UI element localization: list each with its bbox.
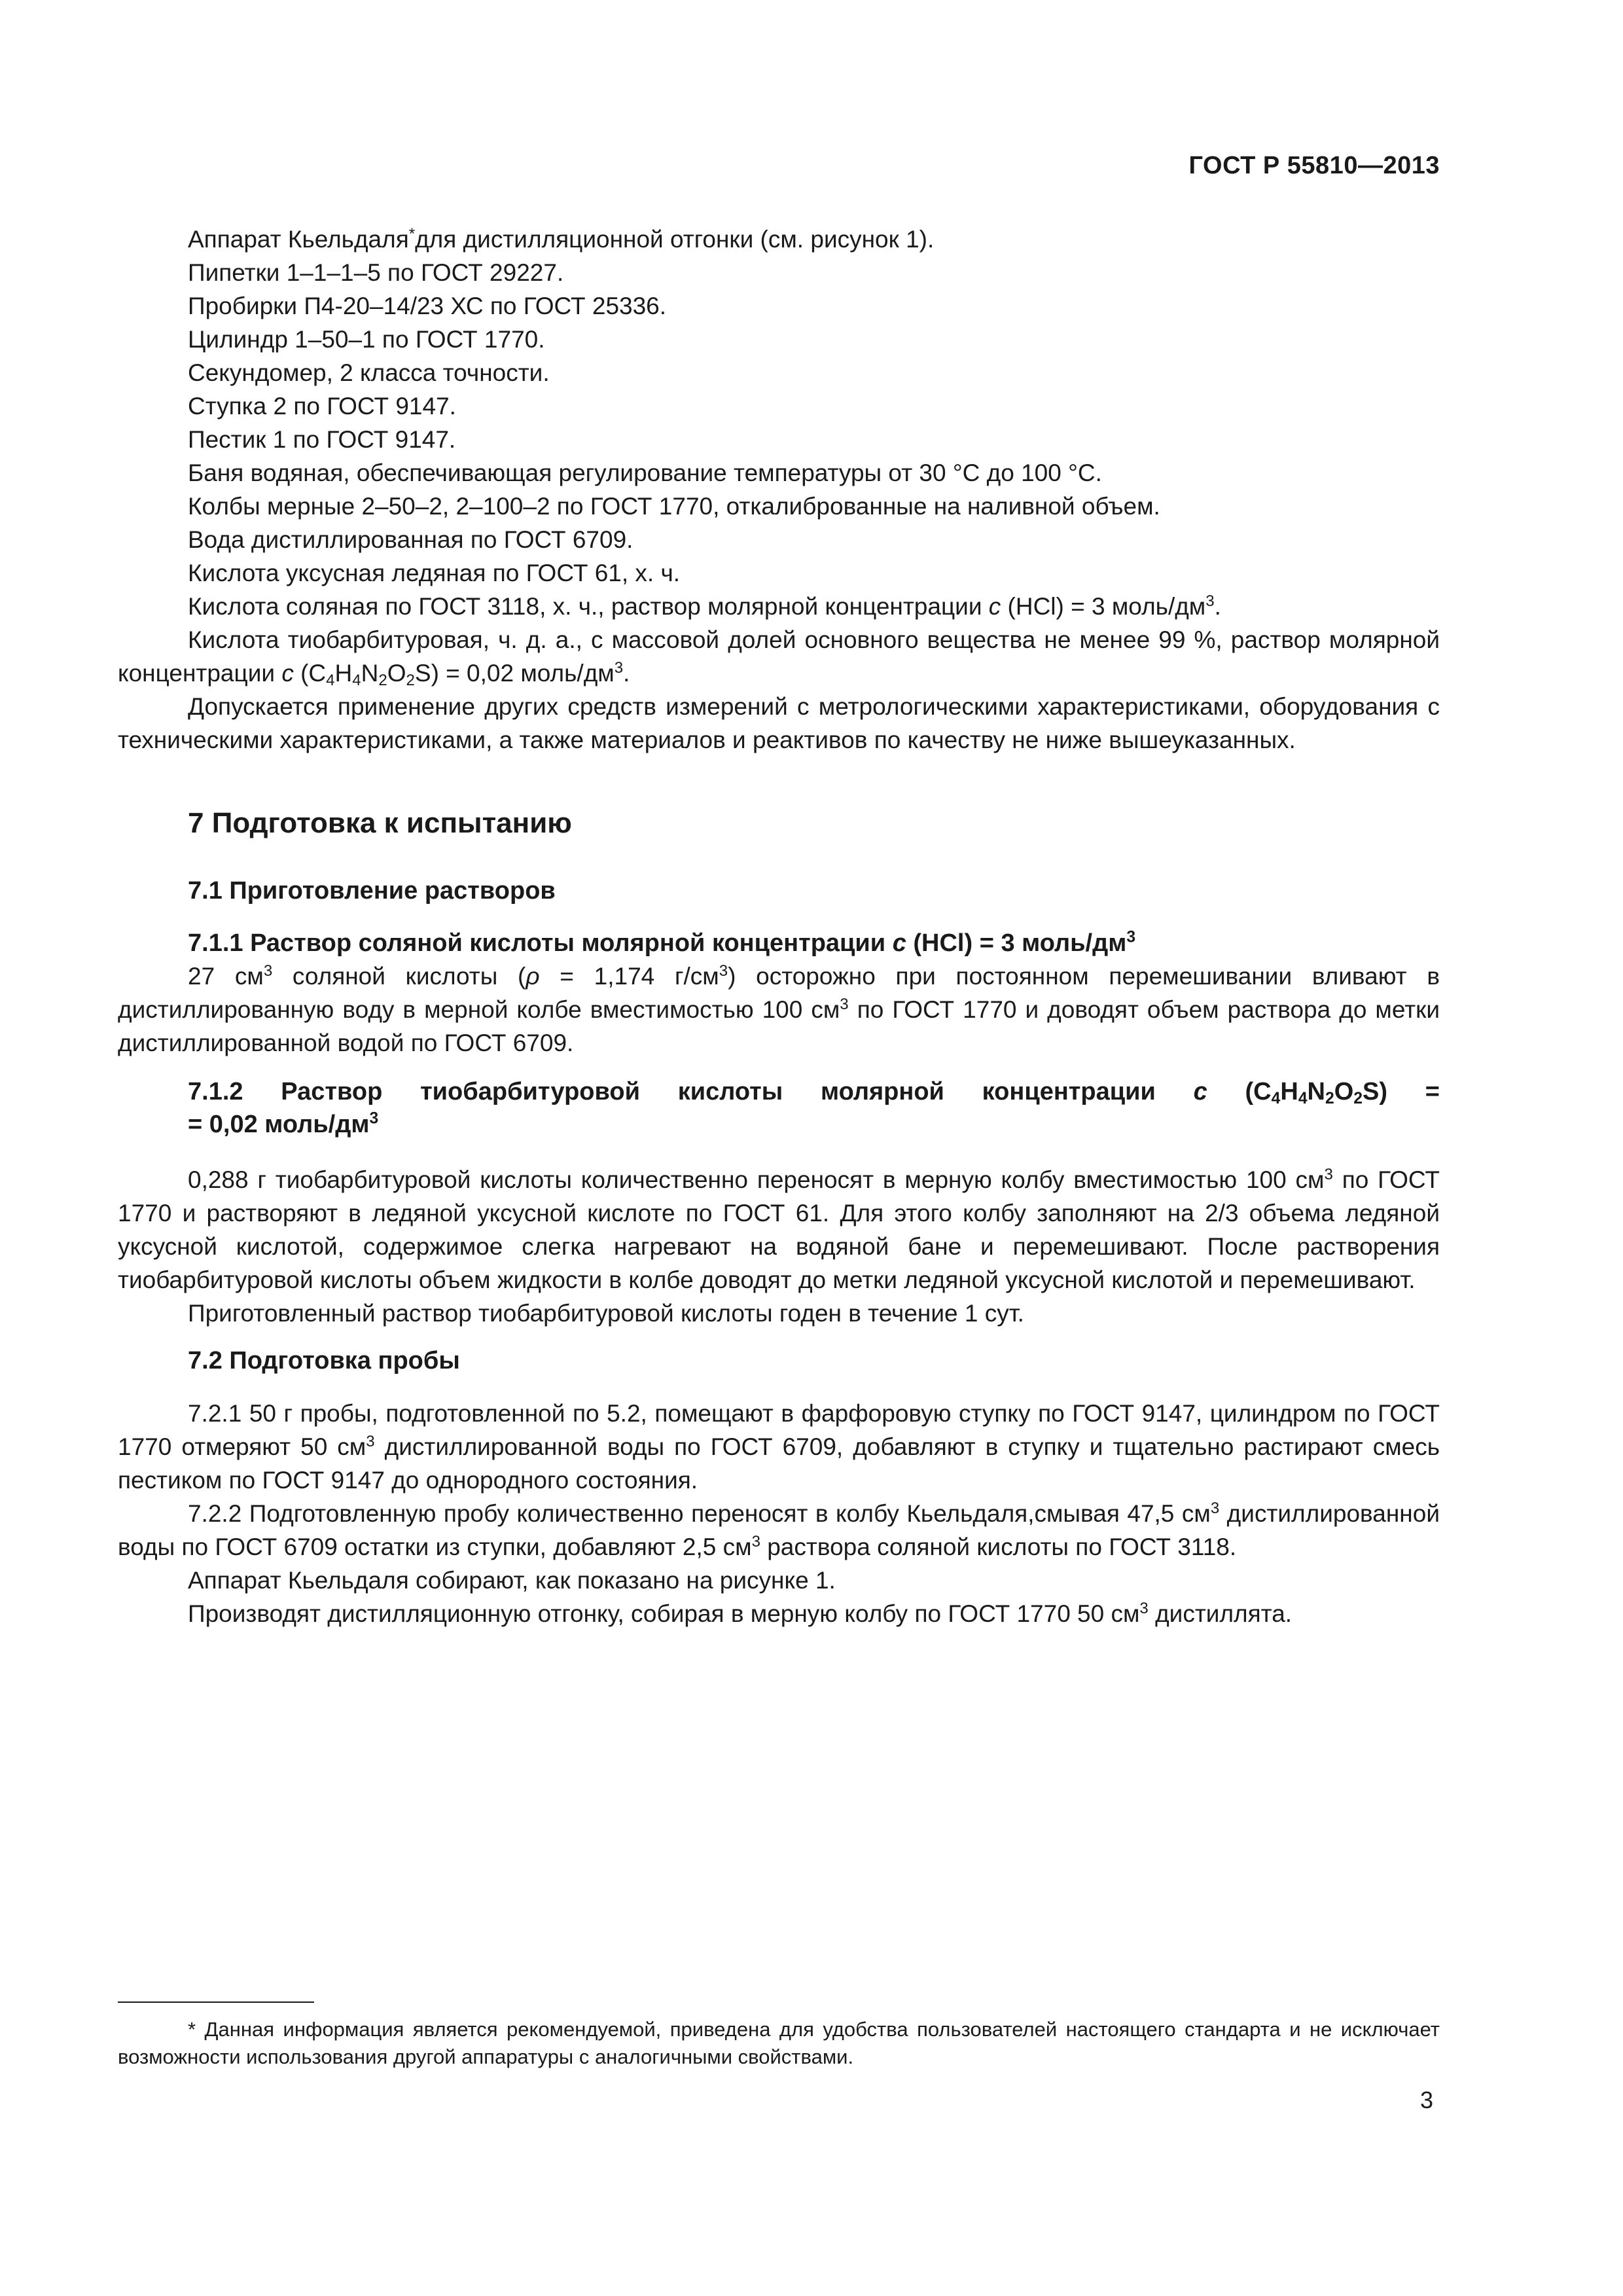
equipment-item: Цилиндр 1–50–1 по ГОСТ 1770. — [188, 326, 545, 353]
equipment-item: Секундомер, 2 класса точности. — [188, 359, 550, 386]
equipment-item — [118, 223, 1440, 256]
text-run: с — [281, 660, 294, 687]
equipment-item: Кислота уксусная ледяная по ГОСТ 61, х. ч. — [188, 560, 681, 586]
text-run: дистиллированной воды по ГОСТ 6709, добавляют в ступку и тщательно растирают смесь пестиком по ГОСТ 9147 до однородного состояния. — [118, 1433, 1440, 1494]
text-run: (C — [293, 660, 327, 687]
page-number: 3 — [1419, 2087, 1433, 2113]
text-run: с — [892, 929, 906, 957]
section-7-1-heading: 7.1 Приготовление растворов — [188, 877, 556, 905]
text-run: ρ — [526, 963, 540, 990]
superscript: 3 — [366, 1432, 375, 1450]
footnote-text: Данная информация является рекомендуемой, приведена для удобства пользователей настоящего стандарта и не исключает возможности использования другой аппаратуры с аналогичными свойствами. — [118, 2018, 1440, 2068]
text-run: (C — [1207, 1078, 1272, 1105]
section-7-1-2-heading-line2 — [188, 1108, 1440, 1141]
superscript: 3 — [263, 961, 273, 980]
subscript: 2 — [1325, 1090, 1334, 1108]
document-body — [118, 223, 1440, 1630]
subscript: 4 — [326, 672, 335, 689]
text-run: N — [1307, 1078, 1325, 1105]
text-run: = 0,02 моль/дм — [188, 1111, 370, 1138]
text-run: по ГОСТ 1770 и растворяют в ледяной уксусной кислоте по ГОСТ 61. Для этого колбу заполняют на 2/3 объема ледяной уксусной кислотой, содержимое слегка нагревают на водяной бане и перемешивают. После растворения тиобарбитуровой кислоты объем жидкости в колбе доводят до метки ледяной уксусной кислотой и перемешивают. — [118, 1166, 1440, 1293]
text-run: с — [1193, 1078, 1207, 1105]
text-run: . — [1214, 593, 1221, 620]
section-7-2-assembly: Аппарат Кьельдаля собирают, как показано на рисунке 1. — [188, 1567, 836, 1594]
section-7-1-2-shelf-life: Приготовленный раствор тиобарбитуровой кислоты годен в течение 1 сут. — [188, 1300, 1024, 1327]
superscript: 3 — [369, 1109, 379, 1128]
text-run: 7.1.1 Раствор соляной кислоты молярной концентрации — [188, 929, 893, 957]
section-7-heading: 7 Подготовка к испытанию — [188, 807, 572, 839]
text-run: (HCl) = 3 моль/дм — [1001, 593, 1206, 620]
subscript: 4 — [352, 672, 361, 689]
section-7-1-2-text — [118, 1163, 1440, 1297]
footnote — [118, 2016, 1440, 2071]
subscript: 2 — [378, 672, 387, 689]
section-7-1-1-text — [118, 960, 1440, 1060]
equipment-item: Баня водяная, обеспечивающая регулирование температуры от 30 °С до 100 °С. — [188, 459, 1102, 486]
section-7-1-1-heading — [188, 927, 1440, 960]
text-run: 0,288 г тиобарбитуровой кислоты количественно переносят в мерную колбу вместимостью 100 см — [188, 1166, 1325, 1193]
text-run: Производят дистилляционную отгонку, собирая в мерную колбу по ГОСТ 1770 50 см — [188, 1600, 1140, 1627]
text-run: = 1,174 г/см — [539, 963, 719, 990]
section-7-2-distillation — [118, 1597, 1440, 1630]
text-run: 7.1.2 Раствор тиобарбитуровой кислоты молярной концентрации — [188, 1078, 1194, 1105]
equipment-item-hcl — [118, 590, 1440, 623]
text-run: для дистилляционной отгонки (см. рисунок 1). — [415, 226, 935, 253]
equipment-item: Ступка 2 по ГОСТ 9147. — [188, 393, 456, 420]
section-7-2-1-text — [118, 1397, 1440, 1497]
text-run: дистиллята. — [1148, 1600, 1293, 1627]
footnote-ref: * — [408, 224, 416, 243]
subscript: 4 — [1298, 1090, 1308, 1108]
text-run: Кислота соляная по ГОСТ 3118, х. ч., раствор молярной концентрации — [188, 593, 989, 620]
text-run: . — [623, 660, 630, 687]
superscript: 3 — [719, 961, 728, 980]
section-7-1-2-heading — [118, 1075, 1440, 1108]
section-7-2-heading: 7.2 Подготовка пробы — [188, 1347, 460, 1374]
equipment-item: Колбы мерные 2–50–2, 2–100–2 по ГОСТ 1770, откалиброванные на наливной объем. — [188, 493, 1160, 520]
superscript: 3 — [614, 658, 624, 677]
text-run: (HCl) = 3 моль/дм — [906, 929, 1127, 957]
text-run: H — [1280, 1078, 1298, 1105]
text-run: соляной кислоты ( — [272, 963, 526, 990]
allowance-paragraph: Допускается применение других средств измерений с метрологическими характеристиками, оборудования с техническими характеристиками, а также материалов и реактивов по качеству не ниже вышеуказанных. — [118, 693, 1440, 753]
subscript: 2 — [1353, 1090, 1363, 1108]
text-run: O — [1334, 1078, 1354, 1105]
superscript: 3 — [1324, 1165, 1333, 1183]
text-run: S) = 0,02 моль/дм — [414, 660, 615, 687]
text-run: с — [988, 593, 1001, 620]
text-run: O — [387, 660, 406, 687]
text-run: H — [334, 660, 353, 687]
subscript: 4 — [1271, 1090, 1281, 1108]
equipment-item: Вода дистиллированная по ГОСТ 6709. — [188, 526, 633, 553]
footnote-divider — [118, 2001, 314, 2003]
superscript: 3 — [840, 995, 849, 1013]
text-run: по ГОСТ 1770 и доводят объем раствора до метки дистиллированной водой по ГОСТ 6709. — [118, 996, 1440, 1056]
text-run: 7.2.1 50 г пробы, подготовленной по 5.2, помещают в фарфоровую ступку по ГОСТ 9147, цилиндром по ГОСТ 1770 отмеряют 50 см — [118, 1400, 1440, 1460]
subscript: 2 — [406, 672, 415, 689]
document-id-header: ГОСТ Р 55810—2013 — [1188, 152, 1440, 179]
equipment-item-tba — [118, 623, 1440, 690]
equipment-item: Пестик 1 по ГОСТ 9147. — [188, 426, 456, 453]
text-run: дистиллированной воды по ГОСТ 6709 остатки из ступки, добавляют 2,5 см — [118, 1500, 1440, 1560]
footnote-mark: * — [188, 2018, 196, 2041]
text-run: Кислота тиобарбитуровая, ч. д. а., с массовой долей основного вещества не менее 99 %, раствор молярной концентрации — [118, 626, 1440, 687]
text-run: Аппарат Кьельдаля — [188, 226, 409, 253]
superscript: 3 — [1205, 592, 1215, 610]
text-run: 7.2.2 Подготовленную пробу количественно переносят в колбу Кьельдаля,смывая 47,5 см — [188, 1500, 1211, 1527]
superscript: 3 — [1126, 928, 1136, 946]
equipment-item: Пробирки П4-20–14/23 ХС по ГОСТ 25336. — [188, 293, 667, 319]
text-run: N — [361, 660, 379, 687]
text-run: S) = — [1363, 1078, 1440, 1105]
text-run: 27 см — [188, 963, 264, 990]
superscript: 3 — [751, 1532, 760, 1551]
equipment-item: Пипетки 1–1–1–5 по ГОСТ 29227. — [188, 259, 564, 286]
text-run: раствора соляной кислоты по ГОСТ 3118. — [760, 1534, 1237, 1560]
superscript: 3 — [1139, 1599, 1149, 1617]
section-7-2-2-text — [118, 1497, 1440, 1564]
superscript: 3 — [1210, 1499, 1220, 1517]
text-run: ) осторожно при постоянном перемешивании вливают в дистиллированную воду в мерной колбе вместимостью 100 см — [118, 963, 1440, 1023]
